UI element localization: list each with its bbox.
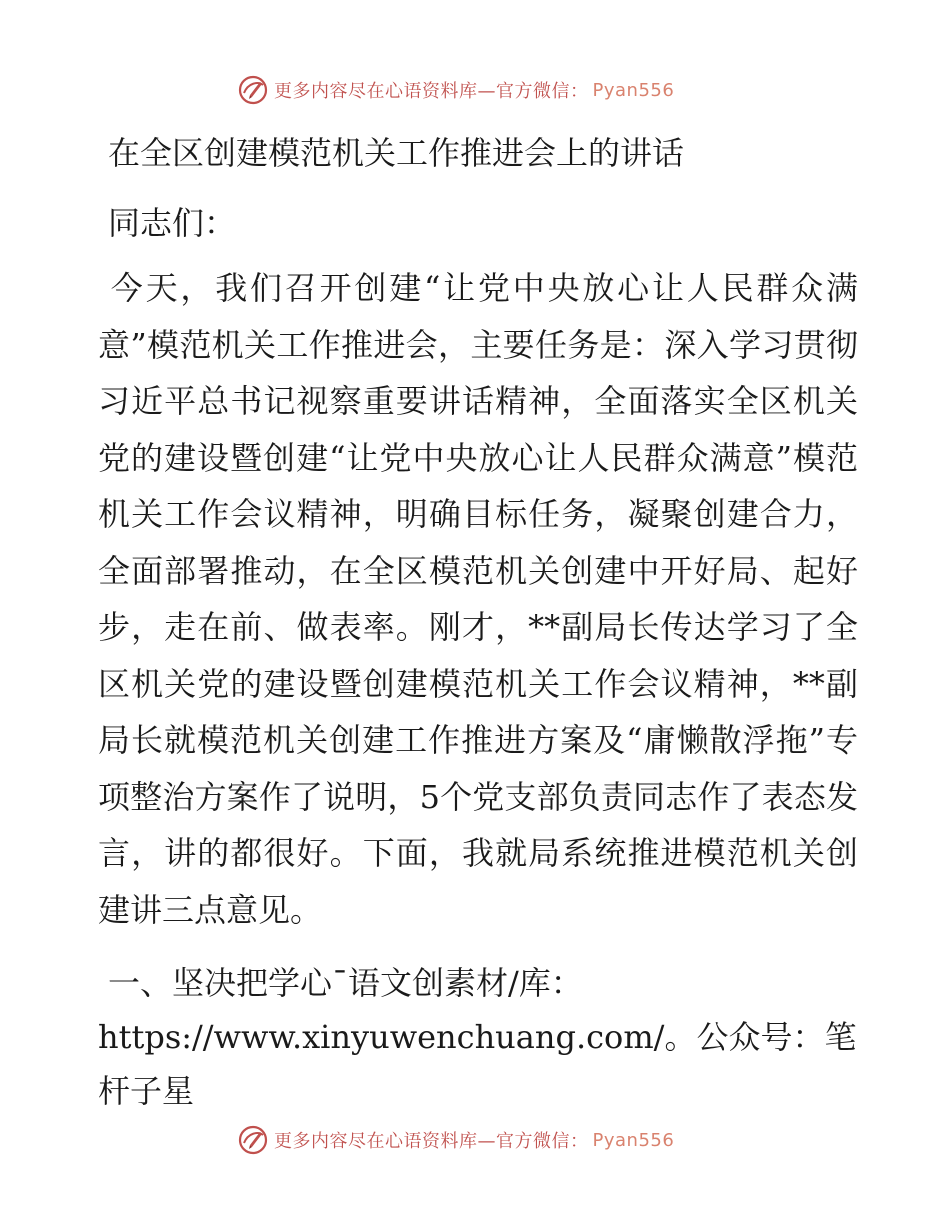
- section-heading: [98, 956, 858, 1118]
- document-title: 在全区创建模范机关工作推进会上的讲话: [108, 134, 685, 172]
- watermark-wechat-id: Pyan556: [592, 79, 675, 101]
- document-body: [98, 120, 858, 1118]
- section-heading-text: 一、坚决把学心¯语文创素材/库：https://www.xinyuwenchuang.com/。公众号：笔杆子星: [98, 964, 857, 1110]
- pen-swirl-logo-icon: [236, 1123, 270, 1157]
- watermark-text: 更多内容尽在心语资料库—官方微信：: [274, 81, 589, 102]
- body-paragraph: [98, 260, 858, 938]
- pen-swirl-logo-icon: [236, 73, 270, 107]
- watermark-text: 更多内容尽在心语资料库—官方微信：: [274, 1131, 589, 1152]
- body-paragraph-text: 今天，我们召开创建“让党中央放心让人民群众满意”模范机关工作推进会，主要任务是：深入学习贯彻习近平总书记视察重要讲话精神，全面落实全区机关党的建设暨创建“让党中央放心让人民群众满意”模范机关工作会议精神，明确目标任务，凝聚创建合力，全面部署推动，在全区模范机关创建中开好局、起好步，走在前、做表率。刚才，**副局长传达学习了全区机关党的建设暨创建模范机关工作会议精神，**副局长就模范机关创建工作推进方案及“庸懒散浮拖”专项整治方案作了说明，5个党支部负责同志作了表态发言，讲的都很好。下面，我就局系统推进模范机关创建讲三点意见。: [98, 269, 858, 929]
- watermark-header: [236, 72, 674, 108]
- watermark-footer: [236, 1122, 674, 1158]
- greeting: 同志们：: [108, 204, 237, 242]
- watermark-wechat-id: Pyan556: [592, 1129, 675, 1151]
